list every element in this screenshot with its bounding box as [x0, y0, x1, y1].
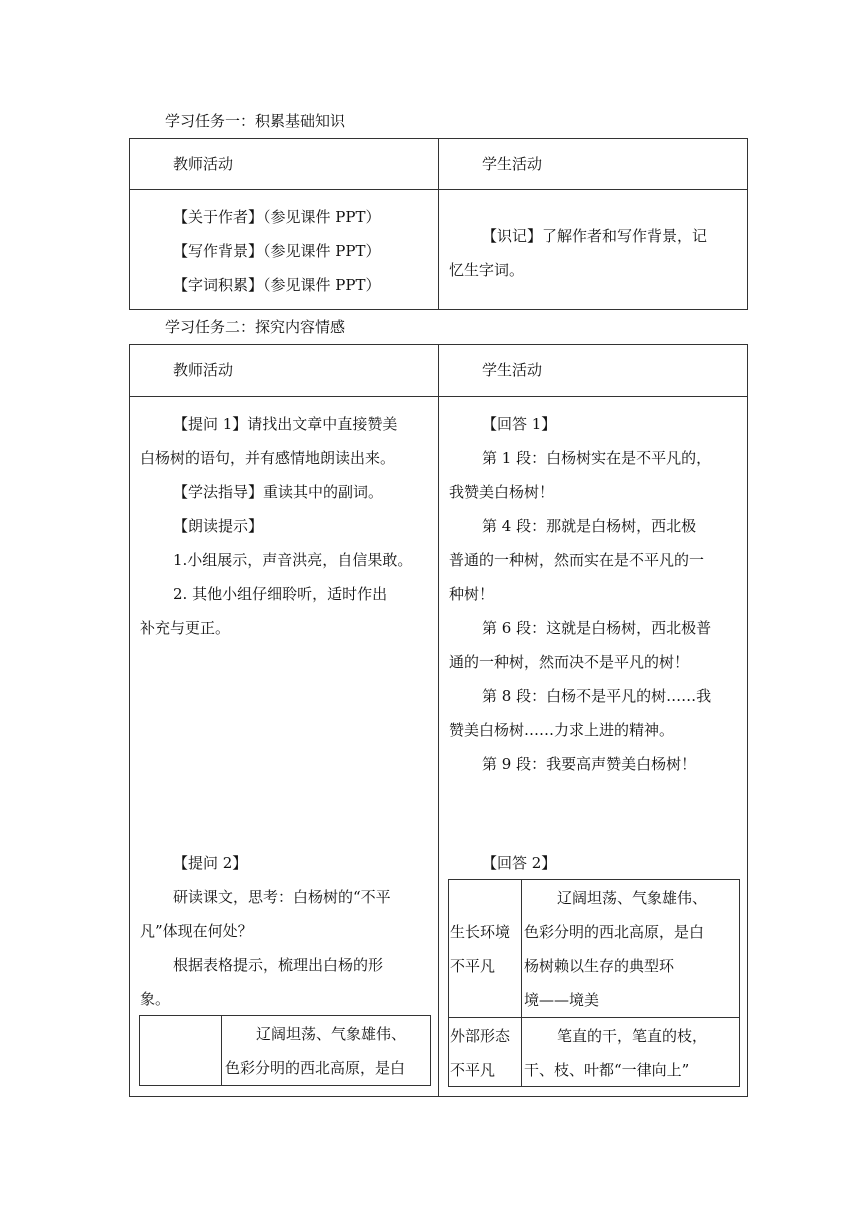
- row-label-growth-env: 不平凡: [450, 957, 496, 975]
- reading-tip-1: 1.小组展示，声音洪亮，自信果敢。: [173, 551, 413, 569]
- task2-teacher-header: 教师活动: [173, 361, 234, 379]
- question-2: 【提问 2】: [173, 854, 248, 872]
- teacher-inner-divider: [221, 1015, 222, 1085]
- task1-student-header: 学生活动: [482, 155, 543, 173]
- question-2-line: 凡”体现在何处？: [140, 922, 253, 940]
- answer-line: 第 9 段：我要高声赞美白杨树！: [482, 755, 697, 773]
- answer-line: 我赞美白杨树！: [449, 483, 555, 501]
- teacher-inner-cell-line: 辽阔坦荡、气象雄伟、: [256, 1025, 407, 1043]
- answer-2-label: 【回答 2】: [482, 854, 557, 872]
- task1-header-divider: [129, 189, 747, 190]
- task1-teacher-header: 教师活动: [173, 155, 234, 173]
- answer-line: 普通的一种树，然而实在是不平凡的一: [449, 551, 705, 569]
- answer-line: 第 8 段：白杨不是平凡的树……我: [482, 687, 712, 705]
- question-1: 【提问 1】请找出文章中直接赞美: [173, 415, 398, 433]
- study-method-tip: 【学法指导】重读其中的副词。: [173, 483, 384, 501]
- question-1-cont: 白杨树的语句，并有感情地朗读出来。: [140, 449, 396, 467]
- task2-title: 学习任务二：探究内容情感: [165, 318, 346, 336]
- task1-student-line: 【识记】了解作者和写作背景，记: [482, 227, 708, 245]
- row-label-appearance: 不平凡: [450, 1061, 496, 1079]
- reading-tips-heading: 【朗读提示】: [173, 517, 264, 535]
- growth-env-desc: 色彩分明的西北高原，是白: [524, 923, 705, 941]
- answer-line: 种树！: [449, 585, 495, 603]
- task1-student-line: 忆生字词。: [449, 261, 525, 279]
- student-inner-row-divider: [448, 1017, 739, 1018]
- task1-col-divider: [438, 138, 439, 309]
- task2-header-divider: [129, 396, 747, 397]
- student-inner-divider: [521, 879, 522, 1086]
- task1-teacher-line: 【关于作者】（参见课件 PPT）: [173, 208, 381, 226]
- task2-student-header: 学生活动: [482, 361, 543, 379]
- task2-col-divider: [438, 344, 439, 1096]
- answer-line: 第 1 段：白杨树实在是不平凡的，: [482, 449, 712, 467]
- row-label-appearance: 外部形态: [450, 1027, 511, 1045]
- appearance-desc: 干、枝、叶都“一律向上”: [524, 1061, 690, 1079]
- answer-1-label: 【回答 1】: [482, 415, 557, 433]
- answer-line: 第 4 段：那就是白杨树，西北极: [482, 517, 697, 535]
- task1-title: 学习任务一：积累基础知识: [165, 112, 346, 130]
- row-label-growth-env: 生长环境: [450, 923, 511, 941]
- growth-env-desc: 境——境美: [524, 991, 600, 1009]
- question-2-line: 根据表格提示，梳理出白杨的形: [173, 956, 384, 974]
- reading-tip-2: 2. 其他小组仔细聆听，适时作出: [173, 585, 388, 603]
- answer-line: 第 6 段：这就是白杨树，西北极普: [482, 619, 712, 637]
- question-2-line: 研读课文，思考：白杨树的“不平: [173, 888, 391, 906]
- question-2-line: 象。: [140, 990, 171, 1008]
- answer-line: 赞美白杨树……力求上进的精神。: [449, 721, 675, 739]
- growth-env-desc: 辽阔坦荡、气象雄伟、: [557, 889, 708, 907]
- appearance-desc: 笔直的干，笔直的枝，: [557, 1027, 708, 1045]
- growth-env-desc: 杨树赖以生存的典型环: [524, 957, 675, 975]
- task1-teacher-line: 【字词积累】（参见课件 PPT）: [173, 276, 381, 294]
- answer-line: 通的一种树，然而决不是平凡的树！: [449, 653, 690, 671]
- reading-tip-2-cont: 补充与更正。: [140, 619, 231, 637]
- teacher-inner-cell-line: 色彩分明的西北高原，是白: [225, 1059, 406, 1077]
- task1-teacher-line: 【写作背景】（参见课件 PPT）: [173, 242, 381, 260]
